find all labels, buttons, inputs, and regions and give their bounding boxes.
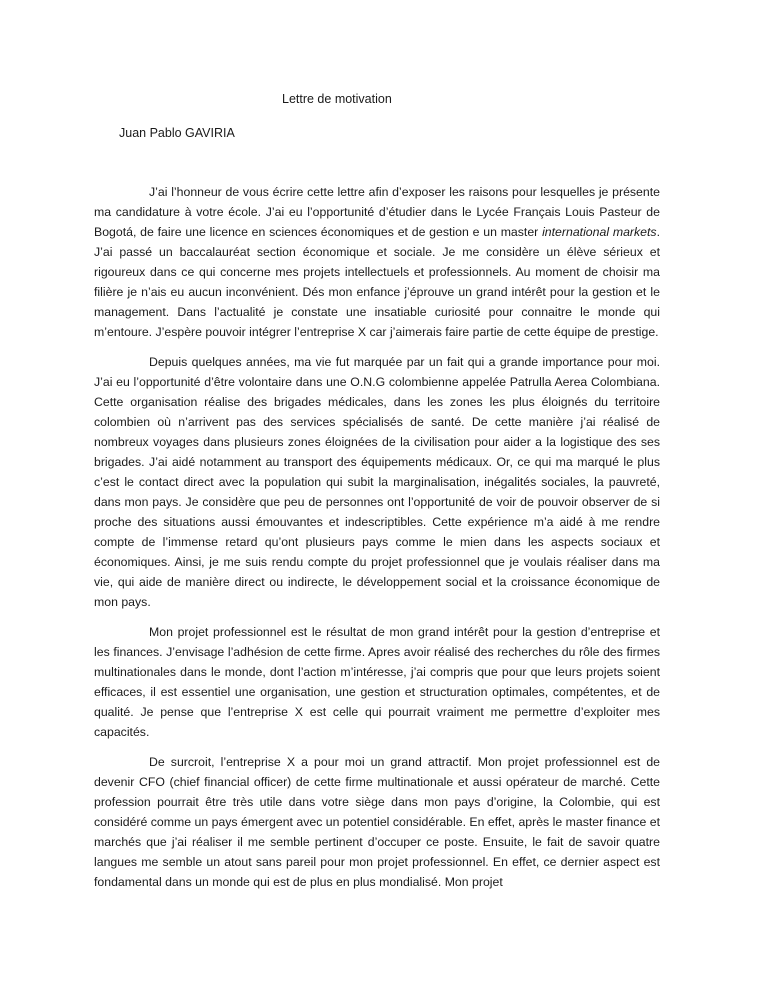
paragraph-1-text-start: J’ai l’honneur de vous écrire cette lettre afin d’exposer les raisons pour lesquelles je présente ma candidature à votre école. J’ai eu l’opportunité d’étudier dans le Lycée Français Louis Pasteur de Bogotá, de faire une licence en sciences économiques et de gestion e un master	[94, 185, 660, 239]
paragraph-3: Mon projet professionnel est le résultat de mon grand intérêt pour la gestion d’entreprise et les finances. J’envisage l’adhésion de cette firme. Apres avoir réalisé des recherches du rôle des firmes multinationales dans le monde, dont l’action m’intéresse, j’ai compris que pour que leurs projets soient efficaces, il est essentiel une organisation, une gestion et structuration optimales, compétentes, et de qualité. Je pense que l’entreprise X est celle qui pourrait vraiment me permettre d’exploiter mes capacités.	[94, 625, 660, 739]
paragraph-2: Depuis quelques années, ma vie fut marquée par un fait qui a grande importance pour moi. J’ai eu l’opportunité d’être volontaire dans une O.N.G colombienne appelée Patrulla Aerea Colombiana. Cette organisation réalise des brigades médicales, dans les zones les plus éloignés du territoire colombien où n’arrivent pas des services spécialisés de santé. De cette manière j’ai réalisé de nombreux voyages dans plusieurs zones éloignées de la civilisation pour aider a la logistique des ses brigades. J’ai aidé notamment au transport des équipements médicaux. Or, ce qui ma marqué le plus c’est le contact direct avec la population qui subit la marginalisation, inégalités sociales, la pauvreté, dans mon pays. Je considère que peu de personnes ont l’opportunité de voir de pouvoir observer de si proche des situations aussi émouvantes et indescriptibles. Cette expérience m’a aidé à me rendre compte de l’immense retard qu’ont plusieurs pays comme le mien dans les aspects sociaux et économiques. Ainsi, je me suis rendu compte du projet professionnel que je voulais réaliser dans ma vie, qui aide de manière direct ou indirecte, le développement social et la croissance économique de mon pays.	[94, 355, 660, 609]
letter-body	[94, 182, 660, 902]
paragraph-1	[94, 182, 660, 342]
paragraph-4: De surcroit, l’entreprise X a pour moi un grand attractif. Mon projet professionnel est de devenir CFO (chief financial officer) de cette firme multinationale et aussi opérateur de marché. Cette profession pourrait être très utile dans votre siège dans mon pays d’origine, la Colombie, qui est considéré comme un pays émergent avec un potentiel considérable. En effet, après le master finance et marchés que j’ai réaliser il me semble pertinent d’occuper ce poste. Ensuite, le fait de savoir quatre langues me semble un atout sans pareil pour mon projet professionnel. En effet, ce dernier aspect est fondamental dans un monde qui est de plus en plus mondialisé. Mon projet	[94, 755, 660, 889]
paragraph-1-text-end: . J’ai passé un baccalauréat section économique et sociale. Je me considère un élève sérieux et rigoureux dans ce qui concerne mes projets intellectuels et professionnels. Au moment de choisir ma filière je n’ais eu aucun inconvénient. Dés mon enfance j’éprouve un grand intérêt pour la gestion et le management. Dans l’actualité je constate une insatiable curiosité pour connaitre le monde qui m’entoure. J’espère pouvoir intégrer l’entreprise X car j’aimerais faire partie de cette équipe de prestige.	[94, 225, 660, 339]
author-name: Juan Pablo GAVIRIA	[119, 126, 235, 140]
document-title: Lettre de motivation	[282, 92, 392, 106]
paragraph-1-emphasis: international markets	[542, 225, 657, 239]
